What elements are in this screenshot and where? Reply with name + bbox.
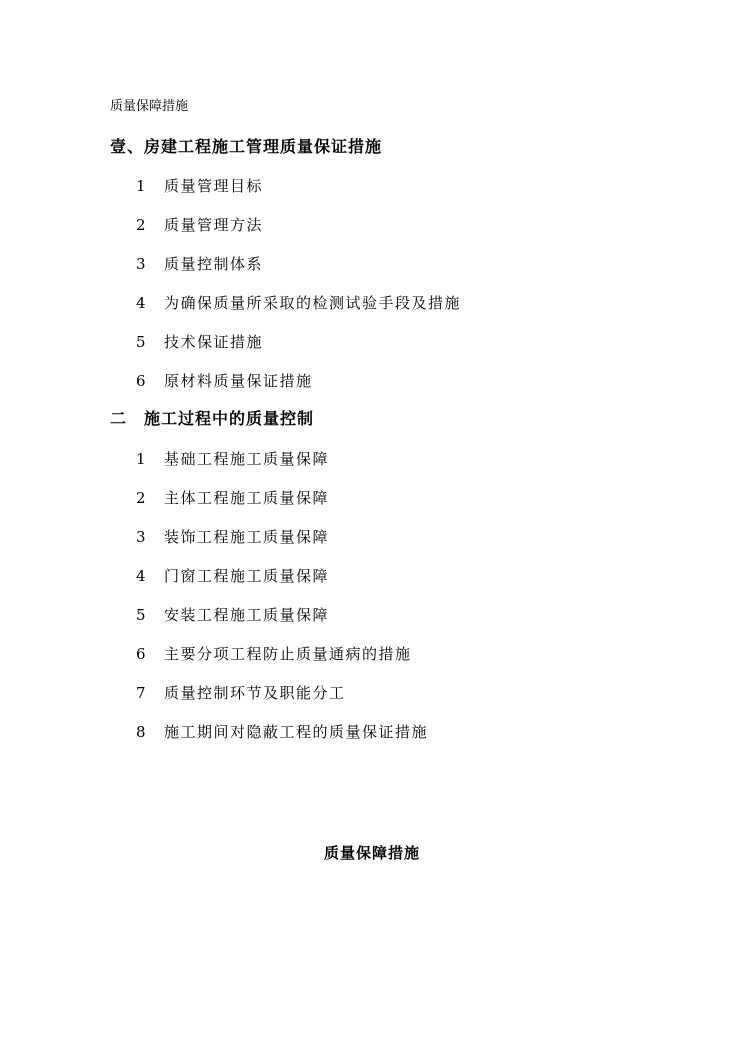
toc-item-text: 质量控制环节及职能分工 [164, 684, 346, 702]
toc-item-text: 主体工程施工质量保障 [164, 489, 330, 507]
toc-item [136, 175, 461, 214]
toc-item-number: 5 [136, 333, 148, 351]
toc-item-number: 4 [136, 567, 148, 585]
toc-item-text: 装饰工程施工质量保障 [164, 528, 330, 546]
section-heading-2: 二 施工过程中的质量控制 [110, 409, 315, 428]
toc-item [136, 643, 428, 682]
toc-item-number: 3 [136, 528, 148, 546]
toc-item [136, 448, 428, 487]
toc-item-number: 1 [136, 450, 148, 468]
toc-item [136, 604, 428, 643]
toc-item-text: 主要分项工程防止质量通病的措施 [164, 645, 412, 663]
toc-item-text: 为确保质量所采取的检测试验手段及措施 [164, 294, 462, 312]
toc-item [136, 565, 428, 604]
toc-item-number: 6 [136, 645, 148, 663]
toc-item [136, 487, 428, 526]
toc-item-text: 质量管理方法 [164, 216, 264, 234]
toc-item [136, 253, 461, 292]
toc-item [136, 721, 428, 760]
toc-list-section-2 [136, 448, 428, 760]
toc-item-number: 8 [136, 723, 148, 741]
toc-item-text: 质量控制体系 [164, 255, 264, 273]
toc-item-number: 2 [136, 489, 148, 507]
toc-item-number: 6 [136, 372, 148, 390]
toc-item [136, 526, 428, 565]
toc-item-number: 2 [136, 216, 148, 234]
toc-item [136, 292, 461, 331]
section-heading-1: 壹、房建工程施工管理质量保证措施 [110, 137, 383, 156]
toc-item [136, 682, 428, 721]
header-label: 质量保障措施 [110, 99, 189, 114]
toc-item-text: 质量管理目标 [164, 177, 264, 195]
toc-item [136, 214, 461, 253]
document-title: 质量保障措施 [323, 844, 420, 862]
toc-item-number: 3 [136, 255, 148, 273]
toc-item [136, 370, 461, 409]
toc-item-number: 5 [136, 606, 148, 624]
toc-item [136, 331, 461, 370]
toc-item-text: 原材料质量保证措施 [164, 372, 313, 390]
toc-item-text: 技术保证措施 [164, 333, 264, 351]
toc-item-number: 4 [136, 294, 148, 312]
toc-item-text: 门窗工程施工质量保障 [164, 567, 330, 585]
toc-item-number: 7 [136, 684, 148, 702]
toc-item-number: 1 [136, 177, 148, 195]
toc-item-text: 施工期间对隐蔽工程的质量保证措施 [164, 723, 429, 741]
toc-item-text: 安装工程施工质量保障 [164, 606, 330, 624]
toc-list-section-1 [136, 175, 461, 409]
toc-item-text: 基础工程施工质量保障 [164, 450, 330, 468]
